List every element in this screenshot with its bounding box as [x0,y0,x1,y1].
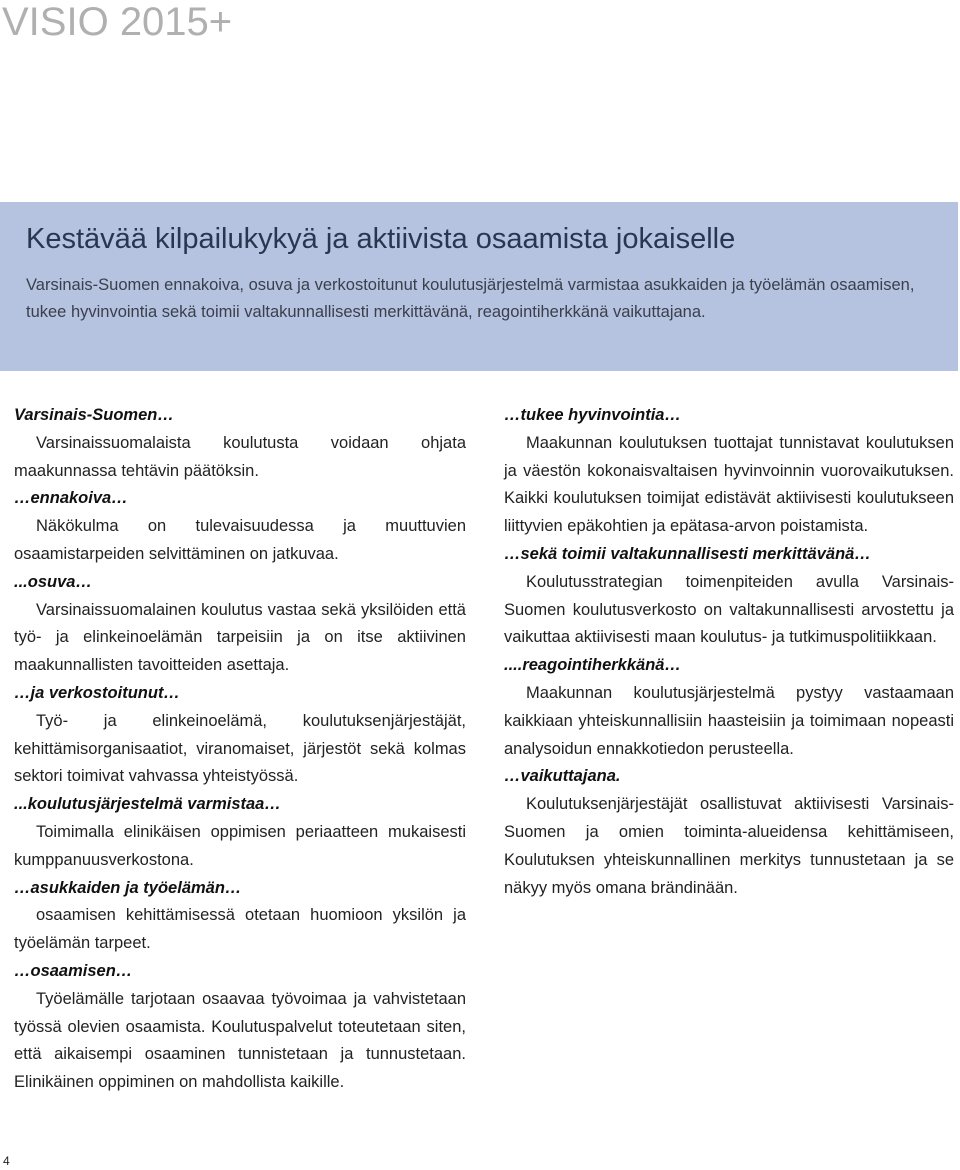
section-heading: …sekä toimii valtakunnallisesti merkittävänä… [504,544,871,563]
banner-text: Varsinais-Suomen ennakoiva, osuva ja verkostoitunut koulutusjärjestelmä varmistaa asukkaiden ja työelämän osaamisen, tukee hyvinvointia sekä toimii valtakunnallisesti merkittävänä, reagointiherkkänä vaikuttajana. [26,276,915,321]
section-vaikuttajana [504,763,954,902]
section-text: Näkökulma on tulevaisuudessa ja muuttuvien osaamistarpeiden selvittäminen on jatkuvaa. [14,517,466,563]
banner-heading: Kestävää kilpailukykyä ja aktiivista osaamista jokaiselle [26,223,736,255]
section-ennakoiva [14,485,466,568]
section-heading: ...koulutusjärjestelmä varmistaa… [14,795,281,814]
section-osuva [14,569,466,680]
section-koulutusjarjestelma [14,791,466,874]
section-heading: …ja verkostoitunut… [14,683,180,702]
section-heading: …vaikuttajana. [504,767,621,786]
section-text: Maakunnan koulutuksen tuottajat tunnistavat koulutuksen ja väestön kokonaisvaltaisen hyvinvoinnin vuorovaikutuksen. Kaikki koulutuksen toimijat edistävät aktiivisesti koulutukseen liittyvien epäkohtien ja epätasa-arvon poistamista. [504,433,954,536]
left-column [14,402,466,1097]
section-text: Maakunnan koulutusjärjestelmä pystyy vastaamaan kaikkiaan yhteiskunnallisiin haasteisiin ja toimimaan nopeasti analysoidun ennakkotiedon perusteella. [504,683,954,758]
section-text: Työ- ja elinkeinoelämä, koulutuksenjärjestäjät, kehittämisorganisaatiot, viranomaiset, järjestöt sekä kolmas sektori toimivat vahvassa yhteistyössä. [14,711,466,786]
section-reagointiherkkana [504,652,954,763]
section-text: Varsinaissuomalaista koulutusta voidaan ohjata maakunnassa tehtävin päätöksin. [14,433,466,480]
section-asukkaiden [14,875,466,958]
section-text: osaamisen kehittämisessä otetaan huomioon yksilön ja työelämän tarpeet. [14,906,466,953]
section-tukee-hyvinvointia [504,402,954,541]
section-text: Toimimalla elinikäisen oppimisen periaatteen mukaisesti kumppanuusverkostona. [14,822,466,869]
section-text: Koulutuksenjärjestäjät osallistuvat aktiivisesti Varsinais-Suomen ja omien toiminta-alueidensa kehittämiseen, Koulutuksen yhteiskunnallinen merkitys tunnustetaan ja se näkyy myös omana brändinään. [504,795,954,897]
section-valtakunnallisesti [504,541,954,652]
document-title: VISIO 2015+ [2,0,233,44]
section-text: Työelämälle tarjotaan osaavaa työvoimaa ja vahvistetaan työssä olevien osaamista. Koulutuspalvelut toteutetaan siten, että aikaisempi osaaminen tunnistetaan ja tunnustetaan. Elinikäinen oppiminen on mahdollista kaikille. [14,989,466,1092]
section-text: Koulutusstrategian toimenpiteiden avulla Varsinais-Suomen koulutusverkosto on valtakunnallisesti arvostettu ja vaikuttaa aktiivisesti maan koulutus- ja tutkimuspolitiikkaan. [504,572,954,647]
right-column [504,402,954,902]
section-heading: ....reagointiherkkänä… [504,656,681,675]
page-number: 4 [3,1154,10,1168]
section-verkostoitunut [14,680,466,791]
section-heading: …ennakoiva… [14,489,128,508]
section-heading: …tukee hyvinvointia… [504,406,681,424]
section-heading: Varsinais-Suomen… [14,406,174,424]
section-heading: …asukkaiden ja työelämän… [14,878,242,897]
section-heading: …osaamisen… [14,961,133,980]
vision-banner [0,202,958,371]
section-heading: ...osuva… [14,572,92,591]
section-varsinais-suomen [14,402,466,485]
section-text: Varsinaissuomalainen koulutus vastaa sekä yksilöiden että työ- ja elinkeinoelämän tarpeisiin ja on itse aktiivinen maakunnallisten tavoitteiden asettaja. [14,600,466,675]
section-osaamisen [14,958,466,1097]
